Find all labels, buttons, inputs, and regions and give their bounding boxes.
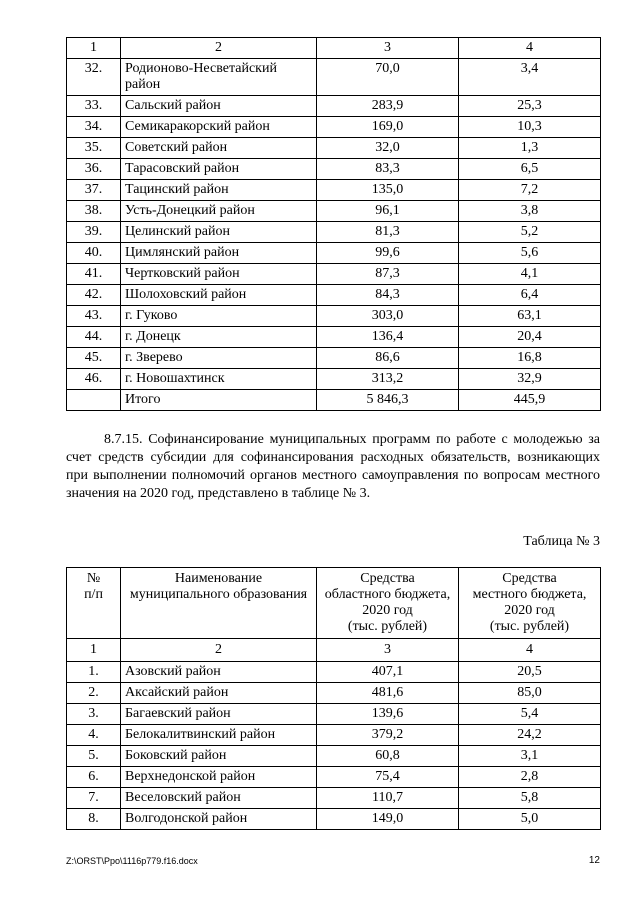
table-cell: 42. [67,285,121,306]
table-cell: Средства местного бюджета, 2020 год (тыс. рублей) [459,568,601,639]
table-cell: 445,9 [459,390,601,411]
table-cell: Багаевский район [121,704,317,725]
table-cell: 5 846,3 [317,390,459,411]
table-cell: 33. [67,96,121,117]
table-cell: 5. [67,746,121,767]
table-row [67,683,601,704]
table-row [67,767,601,788]
table-cell: г. Гуково [121,306,317,327]
table-row [67,704,601,725]
table-cell: Волгодонской район [121,809,317,830]
table-cell: г. Новошахтинск [121,369,317,390]
table-cell: 4,1 [459,264,601,285]
table-cell: 75,4 [317,767,459,788]
table-cell: 81,3 [317,222,459,243]
table-cell: 16,8 [459,348,601,369]
table-cell: 1 [67,639,121,662]
table-cell: Итого [121,390,317,411]
table-cell: 41. [67,264,121,285]
table-cell: 5,6 [459,243,601,264]
table-row [67,662,601,683]
table-cell: 7. [67,788,121,809]
table-header-row [67,568,601,639]
table-cell: 1. [67,662,121,683]
table-cell: 25,3 [459,96,601,117]
table-cell: 3,8 [459,201,601,222]
table-cell: 4. [67,725,121,746]
table-cell: 2 [121,639,317,662]
table-cell: Цимлянский район [121,243,317,264]
table-cell: 99,6 [317,243,459,264]
table-cell: 35. [67,138,121,159]
table-cell: 86,6 [317,348,459,369]
table-row [67,725,601,746]
table-cell: 1,3 [459,138,601,159]
table-row [67,117,601,138]
table-cell: Чертковский район [121,264,317,285]
table-cell: 110,7 [317,788,459,809]
table-row [67,201,601,222]
table-cell: 3,1 [459,746,601,767]
table-column-numbers-row [67,639,601,662]
table-cell: 96,1 [317,201,459,222]
table-cell: Белокалитвинский район [121,725,317,746]
table-cell: 40. [67,243,121,264]
table-cell: 60,8 [317,746,459,767]
table-header-row [67,38,601,59]
table-row [67,327,601,348]
table-cell: 135,0 [317,180,459,201]
table-cell: 136,4 [317,327,459,348]
table-cell: 32,9 [459,369,601,390]
table-row [67,138,601,159]
table-cell: 10,3 [459,117,601,138]
table-cell: 24,2 [459,725,601,746]
table-row [67,285,601,306]
table-cell: № п/п [67,568,121,639]
table-cell: 3. [67,704,121,725]
table-row [67,264,601,285]
table-row [67,306,601,327]
table-cell: 5,4 [459,704,601,725]
table-cell: 38. [67,201,121,222]
table-cell: 36. [67,159,121,180]
table-cell: 2 [121,38,317,59]
table-cell: 44. [67,327,121,348]
footer-file-path: Z:\ORST\Ppo\1116p779.f16.docx [66,856,198,866]
table-cell: Сальский район [121,96,317,117]
table-cell: Веселовский район [121,788,317,809]
table-cell: 32. [67,59,121,96]
table-cell: 39. [67,222,121,243]
table-row [67,159,601,180]
table-cell: 20,4 [459,327,601,348]
table-cell: 139,6 [317,704,459,725]
table-cell: 2. [67,683,121,704]
table-cell: Верхнедонской район [121,767,317,788]
table-cell [67,390,121,411]
table-cell: 379,2 [317,725,459,746]
table-cell: 407,1 [317,662,459,683]
table-cell: 4 [459,38,601,59]
table-cell: 45. [67,348,121,369]
table-row [67,59,601,96]
paragraph-8-7-15: 8.7.15. Софинансирование муниципальных программ по работе с молодежью за счет средств субсидии для софинансирования расходных обязательств, возникающих при выполнении полномочий органов местного самоуправления по вопросам местного значения на 2020 год, представлено в таблице № 3. [66,432,600,501]
table-cell: 87,3 [317,264,459,285]
table-cell: 32,0 [317,138,459,159]
table-cell: 6,5 [459,159,601,180]
table-cell: 46. [67,369,121,390]
table-cell: Тацинский район [121,180,317,201]
table-row [67,96,601,117]
page-number: 12 [588,855,600,866]
table-row [67,222,601,243]
table-cell: 37. [67,180,121,201]
table-cell: Целинский район [121,222,317,243]
table-cell: 481,6 [317,683,459,704]
table-cell: Шолоховский район [121,285,317,306]
table-cell: 2,8 [459,767,601,788]
table-row [67,348,601,369]
table-cell: 5,2 [459,222,601,243]
table-cell: Аксайский район [121,683,317,704]
table-cell: 20,5 [459,662,601,683]
table-row [67,746,601,767]
table-cell: 149,0 [317,809,459,830]
table-row [67,243,601,264]
table-cell: Боковский район [121,746,317,767]
table-cell: 169,0 [317,117,459,138]
table-cell: 85,0 [459,683,601,704]
table-cell: 6. [67,767,121,788]
table-cell: 5,8 [459,788,601,809]
table-cell: 303,0 [317,306,459,327]
table-cell: 43. [67,306,121,327]
table-cell: 3 [317,38,459,59]
table-cell: Родионово-Несветайский район [121,59,317,96]
table-cell: Семикаракорский район [121,117,317,138]
table-cell: Средства областного бюджета, 2020 год (тыс. рублей) [317,568,459,639]
table-row [67,369,601,390]
table-cell: г. Зверево [121,348,317,369]
table-row [67,788,601,809]
table-cell: 4 [459,639,601,662]
table-cell: 3 [317,639,459,662]
table-cell: 83,3 [317,159,459,180]
table-cell: Усть-Донецкий район [121,201,317,222]
table-cell: 63,1 [459,306,601,327]
table-cell: 313,2 [317,369,459,390]
table-total-row [67,390,601,411]
table-cell: 84,3 [317,285,459,306]
table-cell: 5,0 [459,809,601,830]
table-cell: Азовский район [121,662,317,683]
table-row [67,809,601,830]
table-cell: 6,4 [459,285,601,306]
table-cell: 3,4 [459,59,601,96]
table-cell: Советский район [121,138,317,159]
table-cell: 7,2 [459,180,601,201]
table-cell: Наименование муниципального образования [121,568,317,639]
table-cell: 283,9 [317,96,459,117]
table-cell: 34. [67,117,121,138]
table-3-caption: Таблица № 3 [523,534,600,549]
table-cell: г. Донецк [121,327,317,348]
table-cell: 8. [67,809,121,830]
table-continuation [66,37,601,411]
table-cell: 1 [67,38,121,59]
table-cell: Тарасовский район [121,159,317,180]
table-3 [66,567,601,830]
table-cell: 70,0 [317,59,459,96]
table-row [67,180,601,201]
